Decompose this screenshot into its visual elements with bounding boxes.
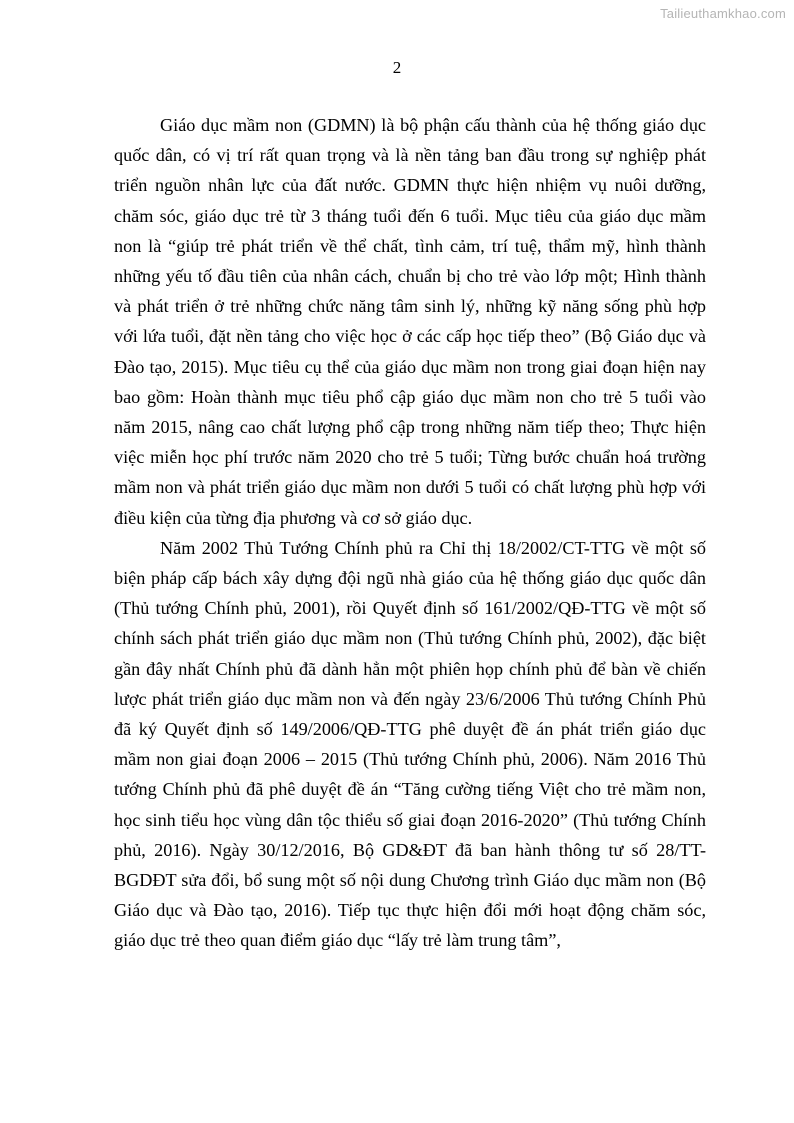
document-body xyxy=(114,110,706,956)
watermark-text: Tailieuthamkhao.com xyxy=(660,6,786,21)
paragraph-1: Giáo dục mầm non (GDMN) là bộ phận cấu thành của hệ thống giáo dục quốc dân, có vị trí rất quan trọng và là nền tảng ban đầu trong sự nghiệp phát triển nguồn nhân lực của đất nước. GDMN thực hiện nhiệm vụ nuôi dưỡng, chăm sóc, giáo dục trẻ từ 3 tháng tuổi đến 6 tuổi. Mục tiêu của giáo dục mầm non là “giúp trẻ phát triển về thể chất, tình cảm, trí tuệ, thẩm mỹ, hình thành những yếu tố đầu tiên của nhân cách, chuẩn bị cho trẻ vào lớp một; Hình thành và phát triển ở trẻ những chức năng tâm sinh lý, những kỹ năng sống phù hợp với lứa tuổi, đặt nền tảng cho việc học ở các cấp học tiếp theo” (Bộ Giáo dục và Đào tạo, 2015). Mục tiêu cụ thể của giáo dục mầm non trong giai đoạn hiện nay bao gồm: Hoàn thành mục tiêu phổ cập giáo dục mầm non cho trẻ 5 tuổi vào năm 2015, nâng cao chất lượng phổ cập trong những năm tiếp theo; Thực hiện việc miễn học phí trước năm 2020 cho trẻ 5 tuổi; Từng bước chuẩn hoá trường mầm non và phát triển giáo dục mầm non dưới 5 tuổi có chất lượng phù hợp với điều kiện của từng địa phương và cơ sở giáo dục. xyxy=(114,115,706,528)
paragraph-2: Năm 2002 Thủ Tướng Chính phủ ra Chỉ thị 18/2002/CT-TTG về một số biện pháp cấp bách xây dựng đội ngũ nhà giáo của hệ thống giáo dục quốc dân (Thủ tướng Chính phủ, 2001), rồi Quyết định số 161/2002/QĐ-TTG về một số chính sách phát triển giáo dục mầm non (Thủ tướng Chính phủ, 2002), đặc biệt gần đây nhất Chính phủ đã dành hẳn một phiên họp chính phủ để bàn về chiến lược phát triển giáo dục mầm non và đến ngày 23/6/2006 Thủ tướng Chính Phủ đã ký Quyết định số 149/2006/QĐ-TTG phê duyệt đề án phát triển giáo dục mầm non giai đoạn 2006 – 2015 (Thủ tướng Chính phủ, 2006). Năm 2016 Thủ tướng Chính phủ đã phê duyệt đề án “Tăng cường tiếng Việt cho trẻ mầm non, học sinh tiểu học vùng dân tộc thiểu số giai đoạn 2016-2020” (Thủ tướng Chính phủ, 2016). Ngày 30/12/2016, Bộ GD&ĐT đã ban hành thông tư số 28/TT-BGDĐT sửa đổi, bổ sung một số nội dung Chương trình Giáo dục mầm non (Bộ Giáo dục và Đào tạo, 2016). Tiếp tục thực hiện đổi mới hoạt động chăm sóc, giáo dục trẻ theo quan điểm giáo dục “lấy trẻ làm trung tâm”, xyxy=(114,537,706,951)
page-number: 2 xyxy=(392,58,402,77)
